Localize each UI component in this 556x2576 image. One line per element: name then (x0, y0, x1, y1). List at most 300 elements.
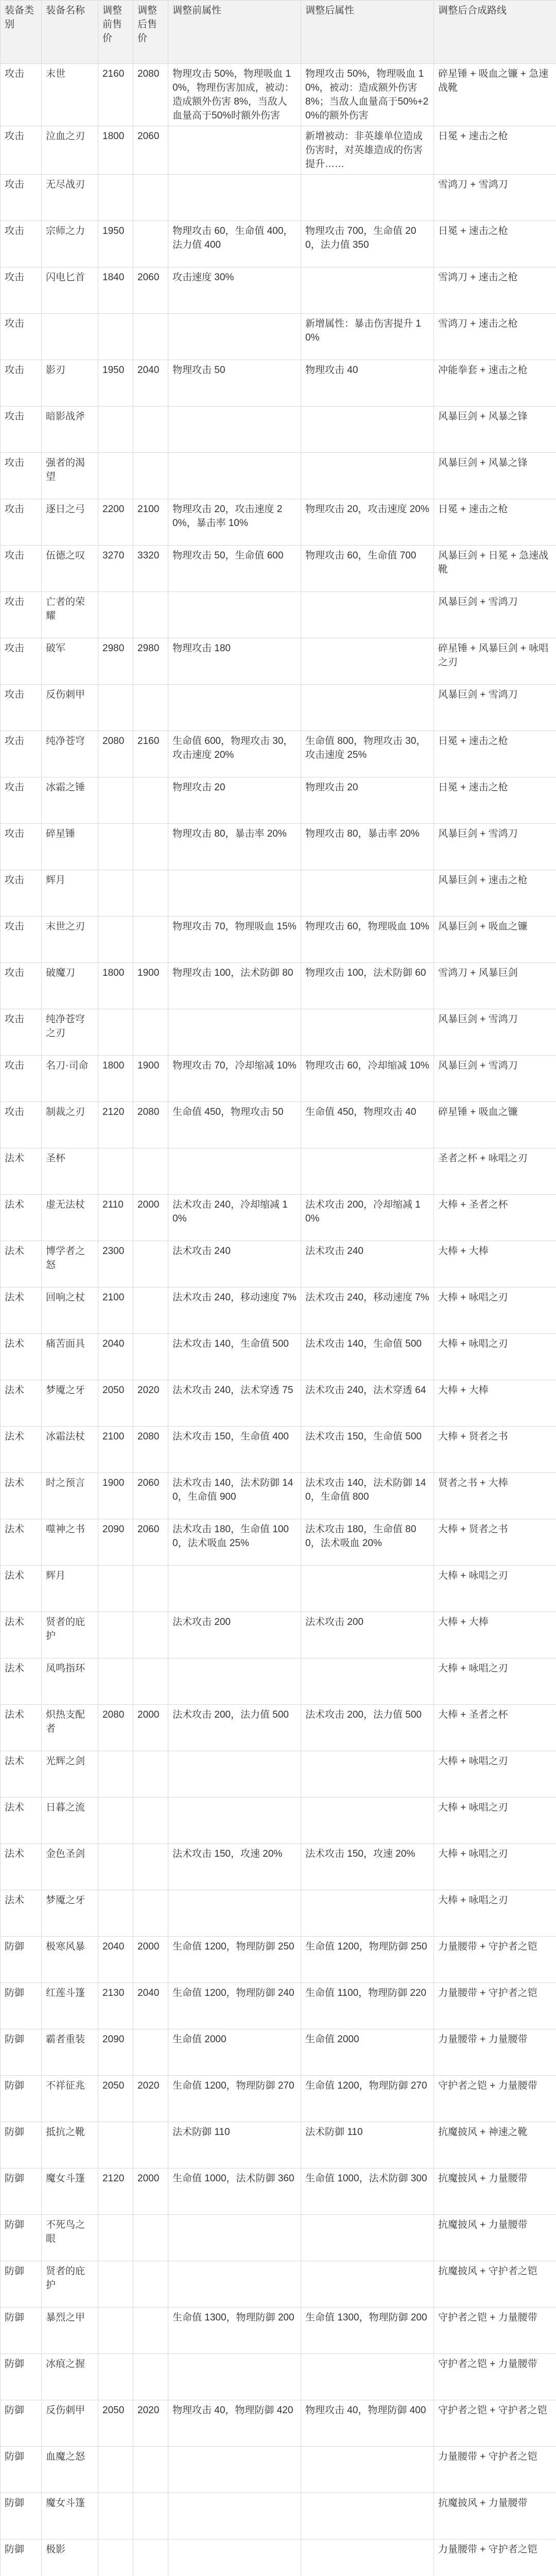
cell-recipe: 抗魔披风 + 力量腰带 (434, 2215, 556, 2261)
cell-price-before: 2110 (98, 1195, 133, 1241)
cell-category: 攻击 (1, 453, 42, 499)
cell-attr-after (301, 1009, 434, 1056)
cell-price-after (133, 453, 168, 499)
cell-price-after (133, 1890, 168, 1937)
cell-category: 防御 (1, 2447, 42, 2493)
cell-recipe: 力量腰带 + 守护者之铠 (434, 2539, 556, 2576)
cell-price-after (133, 221, 168, 267)
cell-attr-before: 生命值 1300，物理防御 200 (168, 2308, 301, 2354)
cell-category: 攻击 (1, 1009, 42, 1056)
header-row (1, 1, 556, 64)
cell-price-before (98, 1890, 133, 1937)
cell-category: 攻击 (1, 592, 42, 638)
cell-category: 防御 (1, 2400, 42, 2447)
table-row (1, 731, 556, 777)
cell-price-before (98, 1844, 133, 1890)
cell-price-after (133, 2447, 168, 2493)
cell-recipe: 大棒 + 咏唱之刃 (434, 1798, 556, 1844)
table-row (1, 2122, 556, 2168)
cell-price-before (98, 1751, 133, 1798)
cell-attr-before: 物理攻击 80，暴击率 20% (168, 824, 301, 870)
cell-attr-after (301, 685, 434, 731)
cell-category: 攻击 (1, 267, 42, 314)
cell-attr-before (168, 2215, 301, 2261)
cell-name: 不死鸟之眼 (42, 2215, 98, 2261)
header-attr-after: 调整后属性 (301, 1, 434, 64)
table-row (1, 917, 556, 963)
cell-attr-before: 生命值 1200，物理防御 250 (168, 1937, 301, 1983)
cell-price-before (98, 2261, 133, 2308)
cell-attr-before (168, 1566, 301, 1612)
cell-attr-before: 法术攻击 150，生命值 400 (168, 1427, 301, 1473)
table-row (1, 1566, 556, 1612)
cell-attr-after: 法术攻击 140，生命值 500 (301, 1334, 434, 1380)
cell-attr-after: 法术攻击 240，法术穿透 64 (301, 1380, 434, 1427)
table-row (1, 1334, 556, 1380)
cell-name: 不祥征兆 (42, 2076, 98, 2122)
cell-price-before (98, 314, 133, 360)
cell-attr-before: 物理攻击 40，物理防御 420 (168, 2400, 301, 2447)
cell-name: 日暮之流 (42, 1798, 98, 1844)
cell-price-after: 2060 (133, 267, 168, 314)
header-price-after: 调整后售价 (133, 1, 168, 64)
cell-price-after (133, 2539, 168, 2576)
table-row (1, 64, 556, 126)
cell-price-after: 1900 (133, 963, 168, 1009)
cell-attr-before (168, 685, 301, 731)
table-row (1, 638, 556, 685)
cell-recipe: 大棒 + 咏唱之刃 (434, 1334, 556, 1380)
cell-recipe: 风暴巨剑 + 雪鸿刀 (434, 1056, 556, 1102)
cell-name: 名刀·司命 (42, 1056, 98, 1102)
table-row (1, 1241, 556, 1287)
header-recipe: 调整后合成路线 (434, 1, 556, 64)
cell-attr-after: 生命值 1200，物理防御 270 (301, 2076, 434, 2122)
cell-category: 法术 (1, 1334, 42, 1380)
cell-price-before (98, 453, 133, 499)
cell-name: 光辉之剑 (42, 1751, 98, 1798)
cell-attr-after (301, 2215, 434, 2261)
cell-attr-after: 法术攻击 200 (301, 1612, 434, 1658)
cell-price-before: 1800 (98, 1056, 133, 1102)
cell-name: 金色圣剑 (42, 1844, 98, 1890)
table-row (1, 1380, 556, 1427)
table-row (1, 2215, 556, 2261)
cell-recipe: 大棒 + 圣者之杯 (434, 1195, 556, 1241)
cell-category: 法术 (1, 1287, 42, 1334)
cell-price-after: 2000 (133, 1937, 168, 1983)
cell-price-after (133, 2493, 168, 2539)
cell-attr-before (168, 1890, 301, 1937)
cell-price-after (133, 1009, 168, 1056)
cell-price-before: 2040 (98, 1334, 133, 1380)
table-row (1, 1009, 556, 1056)
cell-price-after (133, 2215, 168, 2261)
cell-attr-before: 法术攻击 240，冷却缩减 10% (168, 1195, 301, 1241)
cell-price-before (98, 1612, 133, 1658)
header-category: 装备类别 (1, 1, 42, 64)
cell-price-after (133, 1334, 168, 1380)
cell-category: 防御 (1, 2539, 42, 2576)
table-row (1, 175, 556, 221)
cell-attr-before: 法术攻击 140，法术防御 140，生命值 900 (168, 1473, 301, 1519)
cell-price-before: 2090 (98, 2029, 133, 2076)
cell-attr-after: 新增被动：非英雄单位造成伤害时，对英雄造成的伤害提升…… (301, 126, 434, 175)
cell-name: 暗影战斧 (42, 406, 98, 453)
cell-attr-before: 生命值 2000 (168, 2029, 301, 2076)
table-row (1, 2354, 556, 2400)
cell-category: 法术 (1, 1380, 42, 1427)
cell-attr-after: 法术攻击 150，攻速 20% (301, 1844, 434, 1890)
cell-attr-before (168, 1751, 301, 1798)
cell-category: 攻击 (1, 731, 42, 777)
cell-attr-before: 法术攻击 200，法力值 500 (168, 1705, 301, 1751)
table-row (1, 1844, 556, 1890)
cell-price-after (133, 1148, 168, 1195)
table-row (1, 406, 556, 453)
cell-attr-after (301, 1566, 434, 1612)
table-row (1, 824, 556, 870)
cell-category: 防御 (1, 2493, 42, 2539)
cell-name: 冰霜之锤 (42, 777, 98, 824)
cell-price-before (98, 1566, 133, 1612)
cell-attr-after: 法术防御 110 (301, 2122, 434, 2168)
cell-attr-after: 物理攻击 20，攻击速度 20% (301, 499, 434, 546)
cell-category: 攻击 (1, 917, 42, 963)
cell-price-after (133, 1241, 168, 1287)
cell-name: 回响之杖 (42, 1287, 98, 1334)
cell-category: 攻击 (1, 777, 42, 824)
cell-category: 攻击 (1, 175, 42, 221)
cell-attr-after (301, 1890, 434, 1937)
cell-price-after (133, 1844, 168, 1890)
cell-price-before: 2080 (98, 731, 133, 777)
cell-price-before: 2300 (98, 1241, 133, 1287)
table-row (1, 1612, 556, 1658)
cell-name: 极影 (42, 2539, 98, 2576)
cell-price-after (133, 175, 168, 221)
cell-name: 炽热支配者 (42, 1705, 98, 1751)
cell-name (42, 314, 98, 360)
cell-name: 末世之刃 (42, 917, 98, 963)
cell-price-before (98, 1798, 133, 1844)
cell-category: 攻击 (1, 314, 42, 360)
cell-category: 法术 (1, 1705, 42, 1751)
cell-price-after: 2160 (133, 731, 168, 777)
cell-name: 破军 (42, 638, 98, 685)
cell-category: 攻击 (1, 546, 42, 592)
cell-attr-before: 物理攻击 50 (168, 360, 301, 406)
cell-name: 伍德之叹 (42, 546, 98, 592)
cell-price-after (133, 314, 168, 360)
cell-recipe: 力量腰带 + 力量腰带 (434, 2029, 556, 2076)
cell-attr-before (168, 314, 301, 360)
cell-attr-before: 物理攻击 70，物理吸血 15% (168, 917, 301, 963)
cell-attr-before: 攻击速度 30% (168, 267, 301, 314)
cell-recipe: 雪鸿刀 + 速击之枪 (434, 314, 556, 360)
cell-attr-after: 物理攻击 100，法术防御 60 (301, 963, 434, 1009)
cell-name: 亡者的荣耀 (42, 592, 98, 638)
cell-recipe: 贤者之书 + 大棒 (434, 1473, 556, 1519)
cell-attr-after: 物理攻击 60，物理吸血 10% (301, 917, 434, 963)
cell-price-after (133, 1798, 168, 1844)
cell-attr-after (301, 2447, 434, 2493)
cell-attr-after (301, 175, 434, 221)
cell-attr-after: 生命值 1100，物理防御 220 (301, 1983, 434, 2029)
cell-attr-before (168, 1798, 301, 1844)
cell-name: 碎星锤 (42, 824, 98, 870)
cell-price-before: 1900 (98, 1473, 133, 1519)
cell-category: 防御 (1, 1937, 42, 1983)
cell-category: 攻击 (1, 638, 42, 685)
cell-category: 法术 (1, 1241, 42, 1287)
cell-category: 法术 (1, 1658, 42, 1705)
cell-name: 魔女斗篷 (42, 2168, 98, 2215)
cell-price-before (98, 1658, 133, 1705)
cell-category: 攻击 (1, 824, 42, 870)
table-row (1, 1890, 556, 1937)
cell-name: 无尽战刃 (42, 175, 98, 221)
cell-price-before: 2120 (98, 2168, 133, 2215)
cell-attr-before (168, 406, 301, 453)
cell-recipe: 日冕 + 速击之枪 (434, 499, 556, 546)
cell-price-after: 3320 (133, 546, 168, 592)
cell-attr-after (301, 638, 434, 685)
table-row (1, 1148, 556, 1195)
cell-price-after (133, 1612, 168, 1658)
table-row (1, 2168, 556, 2215)
cell-attr-after: 物理攻击 50%，物理吸血 10%，被动：造成额外伤害 8%；当敌人血量高于50%+20%的额外伤害 (301, 64, 434, 126)
cell-price-before: 2040 (98, 1937, 133, 1983)
table-row (1, 546, 556, 592)
cell-price-before (98, 2447, 133, 2493)
cell-price-before (98, 1148, 133, 1195)
cell-name: 极寒风暴 (42, 1937, 98, 1983)
cell-category: 防御 (1, 2354, 42, 2400)
cell-attr-after: 新增属性：暴击伤害提升 10% (301, 314, 434, 360)
cell-price-after: 1900 (133, 1056, 168, 1102)
table-row (1, 685, 556, 731)
cell-recipe: 日冕 + 速击之枪 (434, 126, 556, 175)
cell-name: 反伤刺甲 (42, 685, 98, 731)
cell-category: 法术 (1, 1195, 42, 1241)
cell-recipe: 抗魔披风 + 神速之靴 (434, 2122, 556, 2168)
cell-name: 辉月 (42, 1566, 98, 1612)
cell-price-after (133, 406, 168, 453)
cell-category: 防御 (1, 2168, 42, 2215)
cell-attr-after: 生命值 1300，物理防御 200 (301, 2308, 434, 2354)
cell-attr-before: 生命值 1200，物理防御 240 (168, 1983, 301, 2029)
cell-name: 圣杯 (42, 1148, 98, 1195)
cell-price-after (133, 2122, 168, 2168)
cell-category: 法术 (1, 1566, 42, 1612)
cell-category: 攻击 (1, 221, 42, 267)
cell-category: 防御 (1, 2215, 42, 2261)
cell-recipe: 大棒 + 大棒 (434, 1380, 556, 1427)
cell-recipe: 风暴巨剑 + 日冕 + 急速战靴 (434, 546, 556, 592)
cell-category: 攻击 (1, 963, 42, 1009)
table-row (1, 2447, 556, 2493)
cell-price-before (98, 917, 133, 963)
cell-price-before: 2160 (98, 64, 133, 126)
cell-price-after (133, 917, 168, 963)
cell-name: 反伤刺甲 (42, 2400, 98, 2447)
cell-price-after (133, 2308, 168, 2354)
cell-name: 泣血之刃 (42, 126, 98, 175)
table-row (1, 1195, 556, 1241)
cell-attr-before: 法术攻击 240，法术穿透 75 (168, 1380, 301, 1427)
table-row (1, 1473, 556, 1519)
table-row (1, 499, 556, 546)
cell-attr-after (301, 2493, 434, 2539)
cell-price-before: 2050 (98, 1380, 133, 1427)
cell-recipe: 大棒 + 贤者之书 (434, 1427, 556, 1473)
cell-recipe: 抗魔披风 + 力量腰带 (434, 2168, 556, 2215)
cell-recipe: 大棒 + 大棒 (434, 1612, 556, 1658)
cell-price-before (98, 175, 133, 221)
table-row (1, 1705, 556, 1751)
cell-price-after (133, 2354, 168, 2400)
cell-name: 冰霜法杖 (42, 1427, 98, 1473)
cell-price-before: 2120 (98, 1102, 133, 1148)
cell-recipe: 雪鸿刀 + 雪鸿刀 (434, 175, 556, 221)
cell-recipe: 日冕 + 速击之枪 (434, 777, 556, 824)
cell-name: 血魔之怒 (42, 2447, 98, 2493)
cell-recipe: 大棒 + 咏唱之刃 (434, 1844, 556, 1890)
cell-name: 痛苦面具 (42, 1334, 98, 1380)
cell-category: 法术 (1, 1473, 42, 1519)
cell-recipe: 力量腰带 + 守护者之铠 (434, 1983, 556, 2029)
cell-recipe: 风暴巨剑 + 速击之枪 (434, 870, 556, 917)
cell-recipe: 大棒 + 咏唱之刃 (434, 1751, 556, 1798)
cell-attr-after: 物理攻击 40，物理防御 400 (301, 2400, 434, 2447)
cell-price-before (98, 2308, 133, 2354)
cell-attr-before (168, 1658, 301, 1705)
table-body (1, 64, 556, 2576)
cell-attr-after (301, 2261, 434, 2308)
cell-attr-after: 生命值 2000 (301, 2029, 434, 2076)
cell-price-after (133, 685, 168, 731)
cell-attr-after: 生命值 1200，物理防御 250 (301, 1937, 434, 1983)
cell-category: 攻击 (1, 499, 42, 546)
cell-category: 攻击 (1, 685, 42, 731)
cell-attr-before: 法术攻击 200 (168, 1612, 301, 1658)
cell-attr-before: 法术攻击 180，生命值 1000，法术吸血 25% (168, 1519, 301, 1566)
cell-category: 法术 (1, 1519, 42, 1566)
cell-attr-after: 法术攻击 140，法术防御 140，生命值 800 (301, 1473, 434, 1519)
cell-recipe: 雪鸿刀 + 速击之枪 (434, 267, 556, 314)
cell-recipe: 风暴巨剑 + 风暴之锋 (434, 453, 556, 499)
cell-category: 法术 (1, 1844, 42, 1890)
cell-attr-after (301, 453, 434, 499)
cell-category: 防御 (1, 2261, 42, 2308)
table-row (1, 1658, 556, 1705)
cell-attr-before: 法术防御 110 (168, 2122, 301, 2168)
cell-name: 抵抗之靴 (42, 2122, 98, 2168)
cell-recipe: 大棒 + 圣者之杯 (434, 1705, 556, 1751)
cell-price-before: 2130 (98, 1983, 133, 2029)
cell-name: 制裁之刃 (42, 1102, 98, 1148)
cell-recipe: 碎星锤 + 吸血之镰 (434, 1102, 556, 1148)
cell-price-before (98, 777, 133, 824)
cell-price-after (133, 1287, 168, 1334)
cell-attr-after (301, 267, 434, 314)
cell-attr-after (301, 1658, 434, 1705)
cell-attr-after (301, 2354, 434, 2400)
cell-price-after: 2000 (133, 1705, 168, 1751)
cell-attr-after: 法术攻击 200，法力值 500 (301, 1705, 434, 1751)
cell-price-after: 2020 (133, 1380, 168, 1427)
cell-attr-before: 物理攻击 50，生命值 600 (168, 546, 301, 592)
cell-price-after: 2020 (133, 2076, 168, 2122)
cell-recipe: 风暴巨剑 + 吸血之镰 (434, 917, 556, 963)
cell-category: 攻击 (1, 360, 42, 406)
cell-recipe: 力量腰带 + 守护者之铠 (434, 2447, 556, 2493)
cell-attr-before (168, 453, 301, 499)
cell-recipe: 力量腰带 + 守护者之铠 (434, 1937, 556, 1983)
cell-attr-after: 法术攻击 240，移动速度 7% (301, 1287, 434, 1334)
cell-attr-before: 物理攻击 60，生命值 400，法力值 400 (168, 221, 301, 267)
table-row (1, 2493, 556, 2539)
table-row (1, 1798, 556, 1844)
table-row (1, 2261, 556, 2308)
cell-price-after: 2080 (133, 64, 168, 126)
cell-recipe: 碎星锤 + 吸血之镰 + 急速战靴 (434, 64, 556, 126)
cell-name: 时之预言 (42, 1473, 98, 1519)
cell-price-after (133, 2029, 168, 2076)
cell-category: 防御 (1, 2122, 42, 2168)
table-row (1, 1519, 556, 1566)
cell-recipe: 碎星锤 + 风暴巨剑 + 咏唱之刃 (434, 638, 556, 685)
cell-name: 凤鸣指环 (42, 1658, 98, 1705)
cell-attr-before: 生命值 1200，物理防御 270 (168, 2076, 301, 2122)
table-row (1, 592, 556, 638)
cell-price-before: 1950 (98, 360, 133, 406)
cell-price-after: 2980 (133, 638, 168, 685)
cell-price-after: 2040 (133, 360, 168, 406)
cell-attr-before: 物理攻击 180 (168, 638, 301, 685)
cell-attr-before: 生命值 450，物理攻击 50 (168, 1102, 301, 1148)
cell-name: 暴烈之甲 (42, 2308, 98, 2354)
cell-attr-before: 法术攻击 240 (168, 1241, 301, 1287)
cell-category: 法术 (1, 1148, 42, 1195)
table-row (1, 314, 556, 360)
cell-price-before (98, 2493, 133, 2539)
cell-attr-before (168, 2447, 301, 2493)
table-row (1, 870, 556, 917)
cell-price-before (98, 406, 133, 453)
cell-recipe: 守护者之铠 + 力量腰带 (434, 2354, 556, 2400)
cell-recipe: 风暴巨剑 + 风暴之锋 (434, 406, 556, 453)
cell-price-after (133, 777, 168, 824)
cell-attr-after: 生命值 800，物理攻击 30，攻击速度 25% (301, 731, 434, 777)
cell-recipe: 大棒 + 咏唱之刃 (434, 1287, 556, 1334)
cell-attr-before: 物理攻击 20，攻击速度 20%，暴击率 10% (168, 499, 301, 546)
cell-category: 防御 (1, 2076, 42, 2122)
cell-attr-before (168, 592, 301, 638)
cell-category: 攻击 (1, 1102, 42, 1148)
table-row (1, 1937, 556, 1983)
table-row (1, 1983, 556, 2029)
cell-price-before: 2090 (98, 1519, 133, 1566)
cell-name: 梦魇之牙 (42, 1890, 98, 1937)
cell-price-after (133, 2261, 168, 2308)
table-row (1, 221, 556, 267)
cell-attr-after: 物理攻击 700，生命值 200，法力值 350 (301, 221, 434, 267)
cell-price-before (98, 685, 133, 731)
table-row (1, 2308, 556, 2354)
cell-recipe: 日冕 + 速击之枪 (434, 731, 556, 777)
